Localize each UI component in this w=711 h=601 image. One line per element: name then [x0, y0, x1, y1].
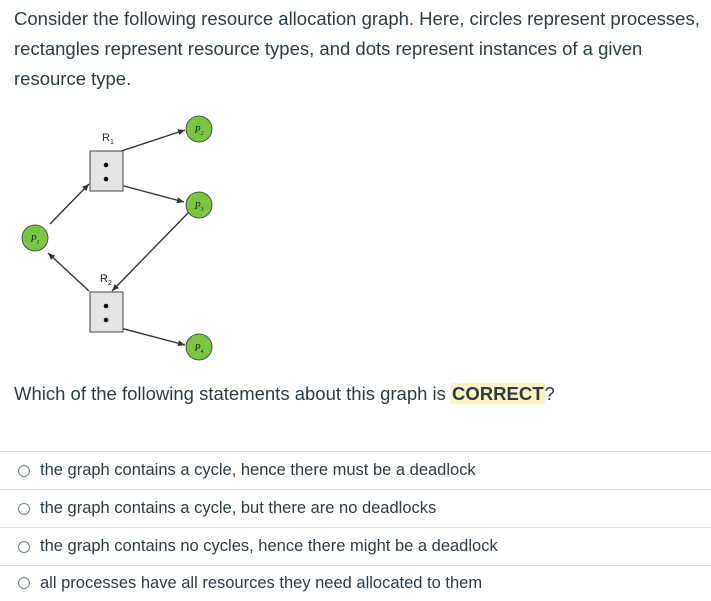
process-p4-label: $P_4$	[194, 343, 204, 355]
answer-option[interactable]	[0, 451, 711, 489]
answer-option-label: the graph contains a cycle, but there are no deadlocks	[40, 499, 437, 517]
edge-p1-r1	[50, 184, 89, 224]
highlighted-keyword: CORRECT	[452, 383, 544, 404]
question-prompt	[14, 381, 555, 407]
answer-option[interactable]	[0, 489, 711, 527]
process-p1-label: $P_1$	[30, 234, 40, 246]
process-p2-label: $P_2$	[194, 125, 204, 137]
question-intro: Consider the following resource allocation graph. Here, circles represent processes, rectangles represent resource types, and dots represent instances of a given resource type.	[14, 8, 700, 89]
answer-option-label: all processes have all resources they need allocated to them	[40, 573, 483, 592]
resource-r1-instance	[104, 177, 109, 182]
resource-r2-instance	[104, 304, 109, 309]
answer-option-label: the graph contains a cycle, hence there must be a deadlock	[40, 461, 476, 479]
radio-button[interactable]	[18, 503, 30, 515]
resource-r1-label: $R_1$	[102, 132, 114, 146]
resource-r2-label: $R_2$	[100, 273, 112, 287]
process-p3-label: $P_3$	[194, 201, 204, 213]
question-prompt-end: ?	[544, 383, 555, 404]
answer-option-label: the graph contains no cycles, hence there might be a deadlock	[40, 537, 498, 555]
question-prompt-text: Which of the following statements about this graph is	[14, 383, 452, 404]
answer-option[interactable]	[0, 565, 711, 600]
edge-r2-p1	[48, 253, 89, 291]
resource-r1-instance	[104, 163, 109, 168]
resource-r2	[90, 292, 123, 332]
radio-button[interactable]	[18, 577, 30, 589]
resource-allocation-graph	[0, 110, 300, 372]
answer-list	[0, 451, 711, 600]
resource-r1	[90, 151, 123, 191]
resource-r2-instance	[104, 318, 109, 323]
radio-button[interactable]	[18, 465, 30, 477]
edge-p3-r2	[112, 212, 189, 291]
radio-button[interactable]	[18, 541, 30, 553]
answer-option[interactable]	[0, 527, 711, 565]
